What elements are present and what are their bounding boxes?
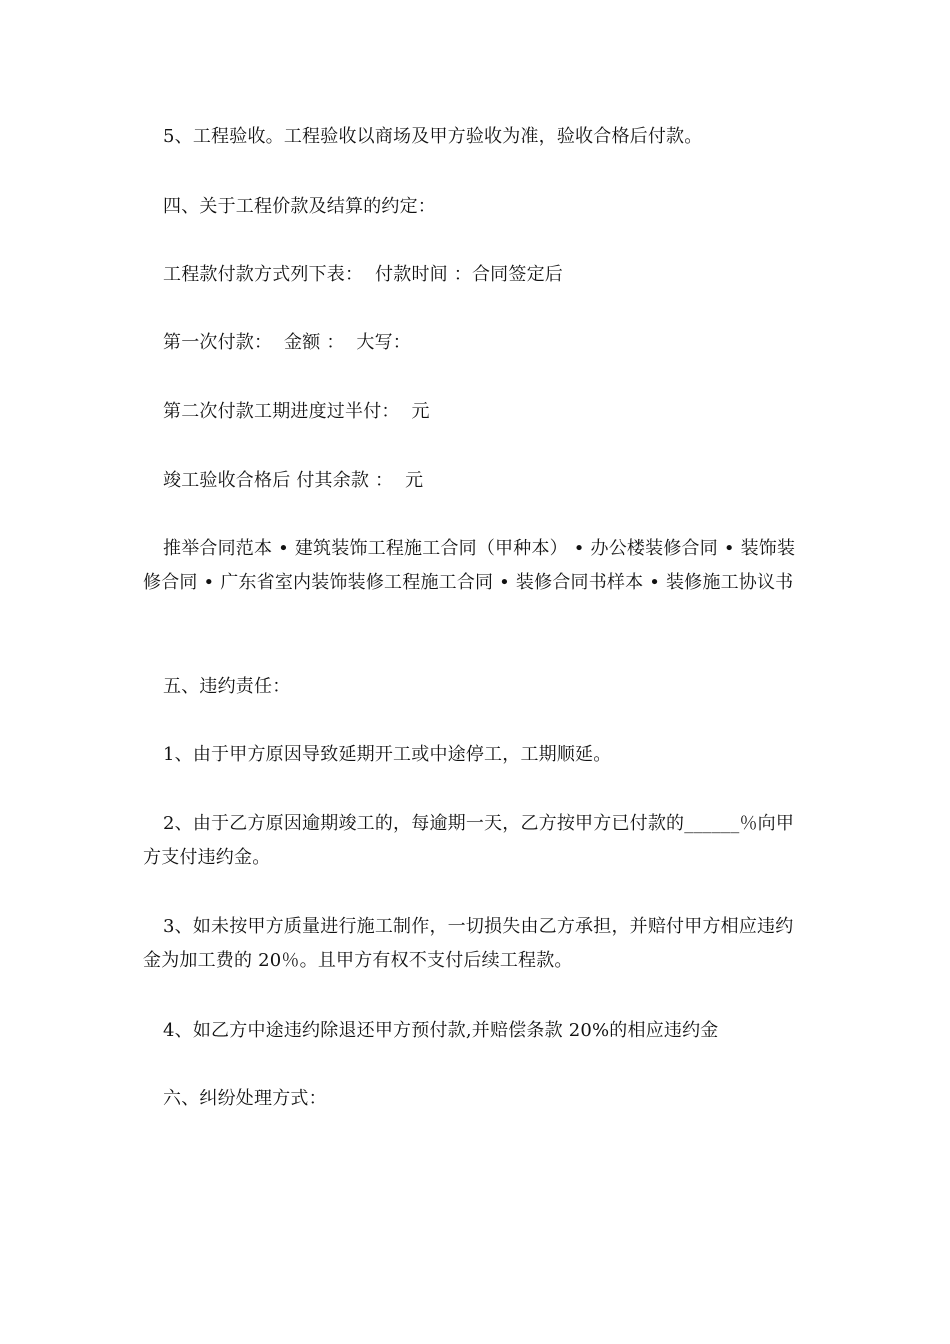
- paragraph-second-payment: 第二次付款工期进度过半付： 元: [163, 401, 430, 422]
- paragraph-recommended-templates: 推举合同范本 • 建筑装饰工程施工合同（甲种本） • 办公楼装修合同 • 装饰装修合同 • 广东省室内装饰装修工程施工合同 • 装修合同书样本 • 装修施工协议书: [143, 538, 796, 593]
- heading-breach-liability: 五、违约责任：: [163, 676, 291, 697]
- paragraph-final-payment: 竣工验收合格后 付其余款 ： 元: [163, 470, 424, 491]
- paragraph-breach-4: 4、如乙方中途违约除退还甲方预付款,并赔偿条款 20%的相应违约金: [163, 1020, 719, 1041]
- paragraph-breach-1: 1、由于甲方原因导致延期开工或中途停工，工期顺延。: [163, 744, 612, 765]
- paragraph-first-payment: 第一次付款： 金额 ： 大写：: [163, 332, 412, 353]
- paragraph-breach-2: 2、由于乙方原因逾期竣工的，每逾期一天，乙方按甲方已付款的______％向甲方支付违约金。: [143, 813, 795, 868]
- paragraph-payment-method: 工程款付款方式列下表： 付款时间 ：合同签定后: [163, 264, 563, 285]
- heading-dispute-resolution: 六、纠纷处理方式：: [163, 1088, 327, 1109]
- heading-payment-terms: 四、关于工程价款及结算的约定：: [163, 196, 436, 217]
- paragraph-acceptance: 5、工程验收。工程验收以商场及甲方验收为准，验收合格后付款。: [163, 126, 703, 147]
- paragraph-breach-3: 3、如未按甲方质量进行施工制作，一切损失由乙方承担，并赔付甲方相应违约金为加工费的 20％。且甲方有权不支付后续工程款。: [143, 916, 794, 971]
